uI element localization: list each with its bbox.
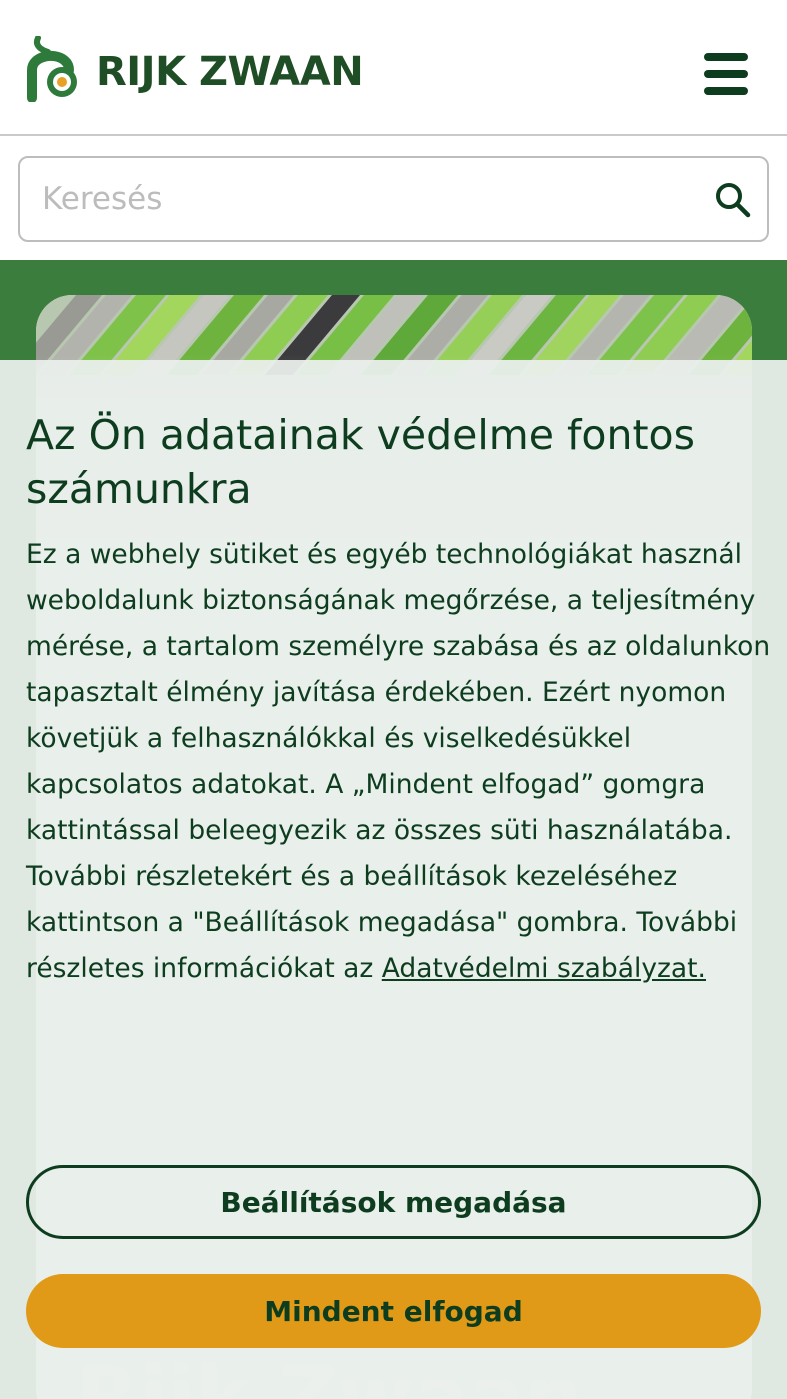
- menu-bar: [704, 70, 748, 78]
- consent-body: [26, 532, 771, 992]
- menu-bar: [704, 53, 748, 61]
- search-box: [18, 156, 769, 242]
- cookie-consent-panel: [0, 360, 787, 1399]
- rijk-zwaan-logo[interactable]: [24, 36, 363, 102]
- settings-button[interactable]: Beállítások megadása: [26, 1165, 761, 1239]
- logo-mark-icon: [24, 36, 82, 102]
- logo-text: RIJK ZWAAN: [96, 49, 364, 95]
- consent-title: Az Ön adatainak védelme fontos számunkra: [26, 411, 695, 513]
- search-icon[interactable]: [713, 180, 753, 220]
- accept-all-button[interactable]: Mindent elfogad: [26, 1274, 761, 1348]
- consent-text: Ez a webhely sütiket és egyéb technológiákat használ weboldalunk biztonságának megőrzése, a teljesítmény mérése, a tartalom személyre szabása és az oldalunkon tapasztalt élmény javítása érdekében. Ezért nyomon követjük a felhasználókkal és viselkedésükkel kapcsolatos adatokat. A „Mindent elfogad” gomgra kattintással beleegyezik az összes süti használatába. További részletekért és a beállítások kezeléséhez kattintson a "Beállítások megadása" gombra. További részletes információkat az: [26, 539, 771, 984]
- site-header: [0, 0, 787, 136]
- hamburger-menu-icon[interactable]: [704, 53, 750, 99]
- menu-bar: [704, 87, 748, 95]
- search-area: [0, 136, 787, 260]
- search-input[interactable]: [42, 176, 692, 222]
- privacy-policy-link[interactable]: Adatvédelmi szabályzat.: [381, 953, 706, 984]
